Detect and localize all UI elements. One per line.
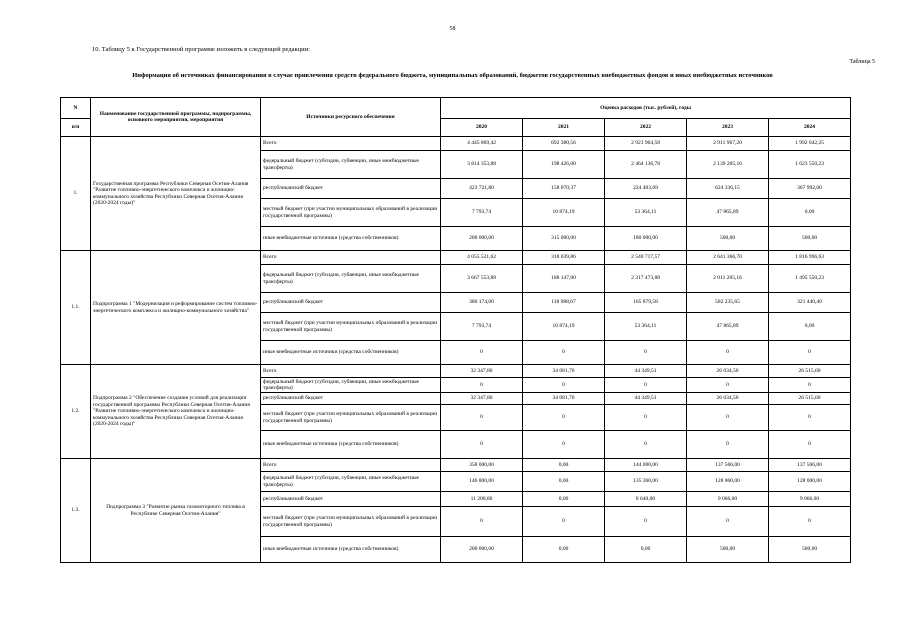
value-cell: 0 [605,431,687,459]
value-cell: 358 000,00 [441,459,523,472]
value-cell: 44 349,51 [605,365,687,378]
value-cell: 9 066,00 [687,492,769,507]
header-num-top: N [61,98,91,119]
source-label: федеральный бюджет (субсидии, субвенции, иные межбюджетные трансферты) [261,265,441,293]
value-cell: 380 174,00 [441,293,523,313]
value-cell: 8 640,00 [605,492,687,507]
value-cell: 165 879,58 [605,293,687,313]
document-title: Информация об источниках финансирования в случае привлечения средств федерального бюджета, муниципальных образований, бюджетов государственных внебюджетных фондов и иных внебюджетных источников [132,72,773,79]
value-cell: 0,00 [523,459,605,472]
source-label: республиканский бюджет [261,293,441,313]
value-cell: 0 [523,405,605,431]
value-cell: 26 515,60 [769,365,851,378]
value-cell: 0 [441,341,523,365]
source-label: республиканский бюджет [261,179,441,199]
value-cell: 0 [605,341,687,365]
program-name: Подпрограмма 1 "Модернизация и реформирование систем топливно-энергетического комплекса и жилищно-коммунального хозяйства" [91,251,261,365]
header-num-bottom: п/п [61,119,91,137]
value-cell: 200 000,00 [441,537,523,563]
value-cell: 200 000,00 [441,227,523,251]
value-cell: 2 540 717,57 [605,251,687,265]
source-label: Всего [261,459,441,472]
header-estimate: Оценка расходов (тыс. рублей), годы [441,98,851,119]
value-cell: 0 [687,431,769,459]
value-cell: 2 641 366,70 [687,251,769,265]
value-cell: 0 [769,405,851,431]
source-label: иные внебюджетные источники (средства собственников) [261,341,441,365]
value-cell: 315 000,00 [523,227,605,251]
header-year: 2024 [769,119,851,137]
value-cell: 321 440,40 [769,293,851,313]
value-cell: 1 992 042,25 [769,137,851,151]
value-cell: 2 911 967,20 [687,137,769,151]
row-index: 1.1. [61,251,91,365]
value-cell: 158 070,37 [523,179,605,199]
value-cell: 0 [441,405,523,431]
value-cell: 224 403,69 [605,179,687,199]
value-cell: 26 034,50 [687,393,769,405]
value-cell: 0,00 [769,313,851,341]
value-cell: 692 380,56 [523,137,605,151]
value-cell: 34 081,70 [523,393,605,405]
value-cell: 7 793,74 [441,313,523,341]
value-cell: 4 055 521,62 [441,251,523,265]
header-year: 2021 [523,119,605,137]
value-cell: 26 515,60 [769,393,851,405]
value-cell: 2 921 904,58 [605,137,687,151]
value-cell: 0 [441,431,523,459]
value-cell: 0 [605,378,687,393]
value-cell: 1 816 996,63 [769,251,851,265]
value-cell: 0 [523,431,605,459]
program-name: Государственная программа Республики Северная Осетия-Алания "Развитие топливно-энергетического комплекса и жилищно-коммунального хозяйства Республики Северная Осетия-Алания (2020-2024 годы)" [91,137,261,251]
source-label: местный бюджет (при участии муниципальных образований в реализации государственной программы) [261,507,441,537]
value-cell: 0,00 [523,492,605,507]
value-cell: 624 336,15 [687,179,769,199]
value-cell: 198 426,00 [523,151,605,179]
source-label: иные внебюджетные источники (средства собственников) [261,227,441,251]
source-label: Всего [261,251,441,265]
source-label: местный бюджет (при участии муниципальных образований в реализации государственной программы) [261,199,441,227]
value-cell: 0 [687,507,769,537]
source-label: иные внебюджетные источники (средства собственников) [261,537,441,563]
value-cell: 0 [605,405,687,431]
value-cell: 0 [523,341,605,365]
value-cell: 500,00 [687,537,769,563]
value-cell: 0,00 [523,537,605,563]
value-cell: 0,00 [769,199,851,227]
value-cell: 44 349,51 [605,393,687,405]
program-name: Подпрограмма 2 "Обеспечение создания условий для реализации государственной программы Республики Северная Осетия-Алания "Развитие топливно-энергетического комплекса и жилищно-коммунального хозяйства Республики Северная Осетия-Алания (2020-2024 годы)" [91,365,261,459]
value-cell: 180 000,00 [605,227,687,251]
value-cell: 53 364,11 [605,199,687,227]
source-label: Всего [261,137,441,151]
program-name: Подпрограмма 3 "Развитие рынка газомоторного топлива в Республике Северная Осетия-Алания" [91,459,261,563]
value-cell: 2 464 136,78 [605,151,687,179]
table-number: Таблица 5 [849,59,875,65]
value-cell: 11 200,00 [441,492,523,507]
source-label: федеральный бюджет (субсидии, субвенции, иные межбюджетные трансферты) [261,472,441,492]
source-label: Всего [261,365,441,378]
value-cell: 0 [687,341,769,365]
value-cell: 26 034,50 [687,365,769,378]
value-cell: 135 360,00 [605,472,687,492]
value-cell: 423 721,80 [441,179,523,199]
value-cell: 500,00 [687,227,769,251]
header-year: 2020 [441,119,523,137]
value-cell: 2 317 473,88 [605,265,687,293]
value-cell: 1 623 550,23 [769,151,851,179]
source-label: иные внебюджетные источники (средства собственников) [261,431,441,459]
header-source: Источники ресурсного обеспечения [261,98,441,137]
value-cell: 0 [605,507,687,537]
value-cell: 34 081,70 [523,365,605,378]
value-cell: 53 364,11 [605,313,687,341]
row-index: 1.3. [61,459,91,563]
value-cell: 7 793,74 [441,199,523,227]
value-cell: 500,00 [769,537,851,563]
financing-table [60,97,851,563]
value-cell: 47 865,89 [687,313,769,341]
value-cell: 0 [687,405,769,431]
value-cell: 0,00 [605,537,687,563]
value-cell: 582 235,65 [687,293,769,313]
value-cell: 0 [769,431,851,459]
value-cell: 128 000,00 [769,472,851,492]
value-cell: 137 566,00 [769,459,851,472]
value-cell: 2 139 205,16 [687,151,769,179]
value-cell: 0 [687,378,769,393]
table-row [61,251,851,265]
value-cell: 146 800,00 [441,472,523,492]
header-year: 2023 [687,119,769,137]
value-cell: 3 814 353,88 [441,151,523,179]
source-label: федеральный бюджет (субсидии, субвенции, иные межбюджетные трансферты) [261,378,441,393]
value-cell: 47 865,89 [687,199,769,227]
value-cell: 0 [441,507,523,537]
value-cell: 0 [769,341,851,365]
value-cell: 137 566,00 [687,459,769,472]
value-cell: 32 347,80 [441,365,523,378]
value-cell: 4 445 869,42 [441,137,523,151]
value-cell: 118 988,67 [523,293,605,313]
value-cell: 367 992,00 [769,179,851,199]
source-label: республиканский бюджет [261,492,441,507]
value-cell: 0 [441,378,523,393]
table-row [61,365,851,378]
value-cell: 0 [769,507,851,537]
header-name: Наименование государственной программы, подпрограммы, основного мероприятия, мероприятия [91,98,261,137]
value-cell: 2 011 265,16 [687,265,769,293]
source-label: федеральный бюджет (субсидии, субвенции, иные межбюджетные трансферты) [261,151,441,179]
value-cell: 1 495 550,23 [769,265,851,293]
intro-text: 10. Таблицу 5 к Государственной программе изложить в следующей редакции: [92,46,310,53]
value-cell: 0 [523,378,605,393]
row-index: 1.2. [61,365,91,459]
source-label: местный бюджет (при участии муниципальных образований в реализации государственной программы) [261,313,441,341]
value-cell: 0 [769,378,851,393]
row-index: 1. [61,137,91,251]
value-cell: 0 [523,507,605,537]
value-cell: 144 000,00 [605,459,687,472]
value-cell: 10 874,19 [523,199,605,227]
value-cell: 128 000,00 [687,472,769,492]
page-number: 58 [449,26,456,32]
value-cell: 32 347,80 [441,393,523,405]
source-label: республиканский бюджет [261,393,441,405]
value-cell: 0,00 [523,472,605,492]
value-cell: 188 147,00 [523,265,605,293]
header-year: 2022 [605,119,687,137]
table-row [61,459,851,472]
value-cell: 10 874,19 [523,313,605,341]
value-cell: 500,00 [769,227,851,251]
value-cell: 9 066,00 [769,492,851,507]
value-cell: 318 039,86 [523,251,605,265]
table-row [61,137,851,151]
value-cell: 3 667 553,88 [441,265,523,293]
source-label: местный бюджет (при участии муниципальных образований в реализации государственной программы) [261,405,441,431]
